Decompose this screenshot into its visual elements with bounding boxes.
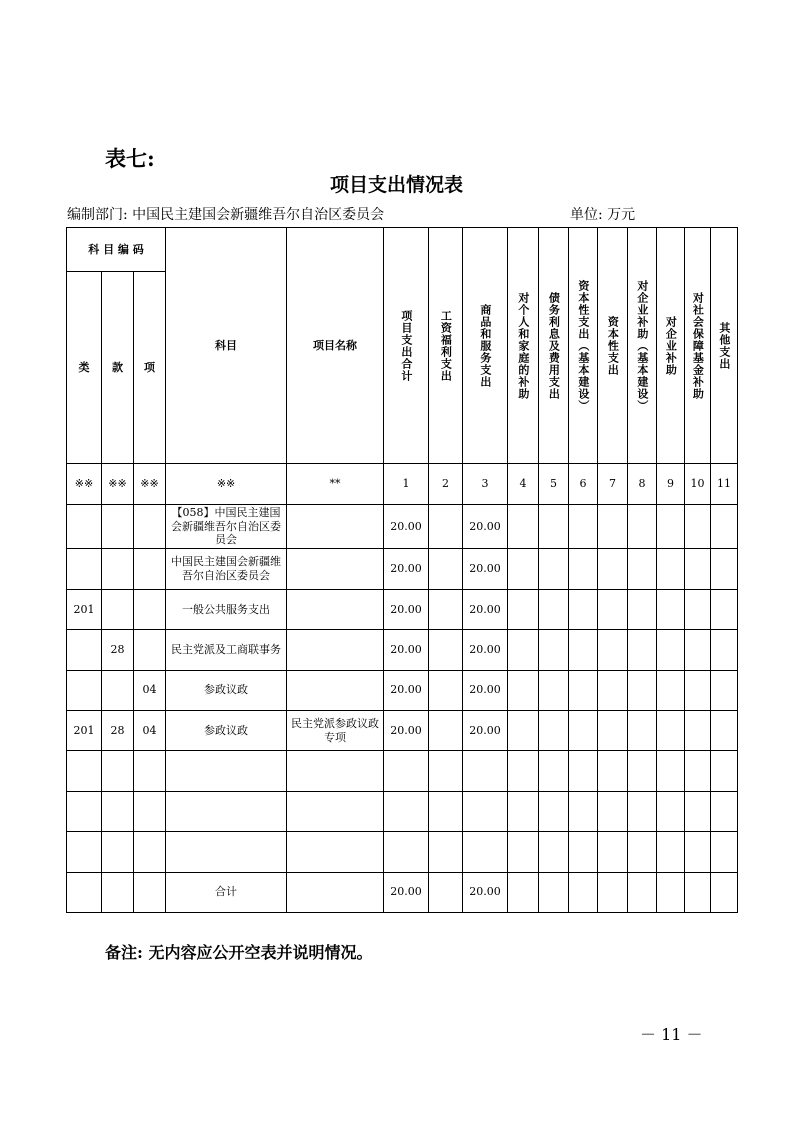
cell-xiang xyxy=(134,751,166,791)
cell-empty xyxy=(685,710,711,750)
cell-empty xyxy=(685,630,711,670)
cell-empty xyxy=(508,791,539,831)
cell-kuan xyxy=(102,589,134,629)
index-num: 11 xyxy=(711,464,738,504)
cell-empty xyxy=(598,504,628,549)
cell-xiang xyxy=(134,549,166,589)
cell-empty xyxy=(711,589,738,629)
cell-empty xyxy=(657,504,685,549)
cell-empty xyxy=(539,791,569,831)
cell-lei xyxy=(67,670,102,710)
cell-empty xyxy=(598,630,628,670)
page-title: 项目支出情况表 xyxy=(329,174,463,196)
cell-xiang xyxy=(134,832,166,872)
index-num: 9 xyxy=(657,464,685,504)
cell-goods: 20.00 xyxy=(463,710,508,750)
index-num: 7 xyxy=(598,464,628,504)
cell-empty xyxy=(539,630,569,670)
cell-empty xyxy=(508,710,539,750)
cell-xiang xyxy=(134,791,166,831)
cell-kuan xyxy=(102,832,134,872)
cell-empty xyxy=(508,832,539,872)
cell-empty xyxy=(711,791,738,831)
cell-empty xyxy=(628,791,657,831)
cell-subject xyxy=(166,751,287,791)
cell-empty xyxy=(508,630,539,670)
cell-empty xyxy=(539,872,569,912)
lei-header: 类 xyxy=(67,272,102,464)
cell-lei xyxy=(67,751,102,791)
cell-empty xyxy=(569,872,598,912)
cell-lei xyxy=(67,832,102,872)
cell-wage xyxy=(429,751,463,791)
cell-empty xyxy=(539,710,569,750)
cell-empty xyxy=(711,504,738,549)
cell-subject: 民主党派及工商联事务 xyxy=(166,630,287,670)
cell-xiang xyxy=(134,630,166,670)
cell-empty xyxy=(685,872,711,912)
col-header-capital: 资本性支出 xyxy=(598,228,628,464)
cell-empty xyxy=(598,832,628,872)
cell-kuan xyxy=(102,872,134,912)
cell-empty xyxy=(508,589,539,629)
cell-empty xyxy=(569,630,598,670)
cell-empty xyxy=(685,791,711,831)
cell-wage xyxy=(429,791,463,831)
cell-empty xyxy=(685,589,711,629)
table-row xyxy=(67,832,738,872)
cell-project-name xyxy=(287,549,384,589)
index-xiang: ※※ xyxy=(134,464,166,504)
cell-kuan xyxy=(102,670,134,710)
cell-project-name xyxy=(287,670,384,710)
cell-total: 20.00 xyxy=(384,710,429,750)
cell-lei xyxy=(67,630,102,670)
col-header-enterprise-basic: 对企业补助（基本建设） xyxy=(628,228,657,464)
cell-lei xyxy=(67,872,102,912)
index-project-name: ** xyxy=(287,464,384,504)
cell-empty xyxy=(657,791,685,831)
cell-empty xyxy=(657,751,685,791)
cell-empty xyxy=(711,670,738,710)
cell-total: 20.00 xyxy=(384,589,429,629)
cell-total xyxy=(384,791,429,831)
cell-empty xyxy=(628,710,657,750)
cell-lei xyxy=(67,549,102,589)
col-header-debt: 债务利息及费用支出 xyxy=(539,228,569,464)
cell-total: 20.00 xyxy=(384,872,429,912)
cell-empty xyxy=(685,549,711,589)
col-header-capital-basic: 资本性支出（基本建设） xyxy=(569,228,598,464)
cell-goods xyxy=(463,791,508,831)
cell-empty xyxy=(657,670,685,710)
cell-empty xyxy=(685,504,711,549)
cell-total xyxy=(384,832,429,872)
cell-empty xyxy=(628,549,657,589)
cell-empty xyxy=(539,549,569,589)
cell-empty xyxy=(569,791,598,831)
cell-empty xyxy=(657,630,685,670)
cell-wage xyxy=(429,549,463,589)
department-label: 编制部门: 中国民主建国会新疆维吾尔自治区委员会 xyxy=(67,207,385,223)
index-num: 4 xyxy=(508,464,539,504)
cell-empty xyxy=(569,504,598,549)
table-row xyxy=(67,504,738,549)
cell-lei xyxy=(67,504,102,549)
cell-kuan xyxy=(102,504,134,549)
subject-header: 科目 xyxy=(166,228,287,464)
cell-empty xyxy=(628,589,657,629)
cell-goods: 20.00 xyxy=(463,872,508,912)
cell-empty xyxy=(711,549,738,589)
cell-project-name xyxy=(287,751,384,791)
index-lei: ※※ xyxy=(67,464,102,504)
cell-empty xyxy=(628,751,657,791)
cell-lei: 201 xyxy=(67,589,102,629)
unit-label: 单位: 万元 xyxy=(570,207,636,223)
cell-kuan xyxy=(102,791,134,831)
cell-empty xyxy=(711,751,738,791)
cell-goods xyxy=(463,751,508,791)
code-group-header: 科 目 编 码 xyxy=(67,228,166,272)
index-num: 1 xyxy=(384,464,429,504)
cell-empty xyxy=(628,630,657,670)
cell-empty xyxy=(508,549,539,589)
index-num: 5 xyxy=(539,464,569,504)
xiang-header: 项 xyxy=(134,272,166,464)
cell-subject: 参政议政 xyxy=(166,710,287,750)
cell-kuan xyxy=(102,751,134,791)
cell-empty xyxy=(598,791,628,831)
cell-empty xyxy=(657,832,685,872)
table-row xyxy=(67,791,738,831)
table-row xyxy=(67,872,738,912)
col-header-enterprise: 对企业补助 xyxy=(657,228,685,464)
cell-goods: 20.00 xyxy=(463,549,508,589)
cell-subject: 【058】中国民主建国会新疆维吾尔自治区委员会 xyxy=(166,504,287,549)
cell-wage xyxy=(429,872,463,912)
cell-total: 20.00 xyxy=(384,504,429,549)
cell-empty xyxy=(598,549,628,589)
cell-empty xyxy=(508,751,539,791)
cell-empty xyxy=(628,670,657,710)
cell-kuan xyxy=(102,549,134,589)
cell-empty xyxy=(539,670,569,710)
cell-empty xyxy=(628,872,657,912)
cell-project-name: 民主党派参政议政专项 xyxy=(287,710,384,750)
cell-kuan: 28 xyxy=(102,710,134,750)
cell-empty xyxy=(711,872,738,912)
index-num: 8 xyxy=(628,464,657,504)
table-row xyxy=(67,589,738,629)
index-kuan: ※※ xyxy=(102,464,134,504)
cell-subject: 参政议政 xyxy=(166,670,287,710)
cell-empty xyxy=(569,589,598,629)
cell-empty xyxy=(657,549,685,589)
col-header-social-security: 对社会保障基金补助 xyxy=(685,228,711,464)
cell-goods: 20.00 xyxy=(463,589,508,629)
cell-empty xyxy=(657,872,685,912)
cell-wage xyxy=(429,710,463,750)
table-row xyxy=(67,630,738,670)
col-header-wage: 工资福利支出 xyxy=(429,228,463,464)
cell-empty xyxy=(508,504,539,549)
table-row xyxy=(67,751,738,791)
cell-empty xyxy=(711,630,738,670)
cell-empty xyxy=(539,589,569,629)
cell-empty xyxy=(508,670,539,710)
cell-empty xyxy=(569,670,598,710)
table-row xyxy=(67,549,738,589)
cell-empty xyxy=(685,751,711,791)
cell-empty xyxy=(569,751,598,791)
cell-goods: 20.00 xyxy=(463,504,508,549)
cell-project-name xyxy=(287,832,384,872)
cell-total: 20.00 xyxy=(384,670,429,710)
cell-subject xyxy=(166,832,287,872)
cell-empty xyxy=(711,710,738,750)
cell-empty xyxy=(598,710,628,750)
cell-empty xyxy=(539,504,569,549)
cell-subject xyxy=(166,791,287,831)
cell-empty xyxy=(657,589,685,629)
cell-kuan: 28 xyxy=(102,630,134,670)
index-subject: ※※ xyxy=(166,464,287,504)
index-num: 6 xyxy=(569,464,598,504)
col-header-goods: 商品和服务支出 xyxy=(463,228,508,464)
cell-project-name xyxy=(287,872,384,912)
cell-empty xyxy=(539,751,569,791)
cell-subject: 一般公共服务支出 xyxy=(166,589,287,629)
cell-empty xyxy=(508,872,539,912)
cell-empty xyxy=(569,832,598,872)
cell-xiang: 04 xyxy=(134,710,166,750)
cell-empty xyxy=(711,832,738,872)
kuan-header: 款 xyxy=(102,272,134,464)
cell-empty xyxy=(598,589,628,629)
page-number: － 11 － xyxy=(640,1025,703,1044)
cell-subject: 合计 xyxy=(166,872,287,912)
index-num: 2 xyxy=(429,464,463,504)
cell-goods: 20.00 xyxy=(463,670,508,710)
cell-xiang xyxy=(134,589,166,629)
table-row xyxy=(67,670,738,710)
cell-wage xyxy=(429,832,463,872)
cell-total: 20.00 xyxy=(384,630,429,670)
cell-empty xyxy=(598,751,628,791)
cell-empty xyxy=(539,832,569,872)
project-name-header: 项目名称 xyxy=(287,228,384,464)
cell-wage xyxy=(429,630,463,670)
cell-empty xyxy=(598,872,628,912)
project-expenditure-table xyxy=(66,227,738,913)
cell-project-name xyxy=(287,504,384,549)
cell-goods xyxy=(463,832,508,872)
cell-xiang: 04 xyxy=(134,670,166,710)
cell-xiang xyxy=(134,872,166,912)
cell-total: 20.00 xyxy=(384,549,429,589)
table-number-label: 表七: xyxy=(105,146,155,171)
cell-empty xyxy=(569,549,598,589)
cell-project-name xyxy=(287,791,384,831)
index-num: 3 xyxy=(463,464,508,504)
cell-goods: 20.00 xyxy=(463,630,508,670)
col-header-other: 其他支出 xyxy=(711,228,738,464)
cell-empty xyxy=(598,670,628,710)
index-row xyxy=(67,464,738,504)
col-header-total: 项目支出合计 xyxy=(384,228,429,464)
cell-wage xyxy=(429,589,463,629)
cell-lei: 201 xyxy=(67,710,102,750)
cell-empty xyxy=(685,832,711,872)
cell-empty xyxy=(657,710,685,750)
cell-subject: 中国民主建国会新疆维吾尔自治区委员会 xyxy=(166,549,287,589)
cell-lei xyxy=(67,791,102,831)
cell-empty xyxy=(628,832,657,872)
index-num: 10 xyxy=(685,464,711,504)
cell-total xyxy=(384,751,429,791)
cell-empty xyxy=(569,710,598,750)
col-header-personal: 对个人和家庭的补助 xyxy=(508,228,539,464)
cell-wage xyxy=(429,504,463,549)
cell-wage xyxy=(429,670,463,710)
table-row xyxy=(67,710,738,750)
footnote: 备注: 无内容应公开空表并说明情况。 xyxy=(105,943,373,962)
cell-project-name xyxy=(287,630,384,670)
cell-empty xyxy=(685,670,711,710)
cell-project-name xyxy=(287,589,384,629)
cell-xiang xyxy=(134,504,166,549)
cell-empty xyxy=(628,504,657,549)
